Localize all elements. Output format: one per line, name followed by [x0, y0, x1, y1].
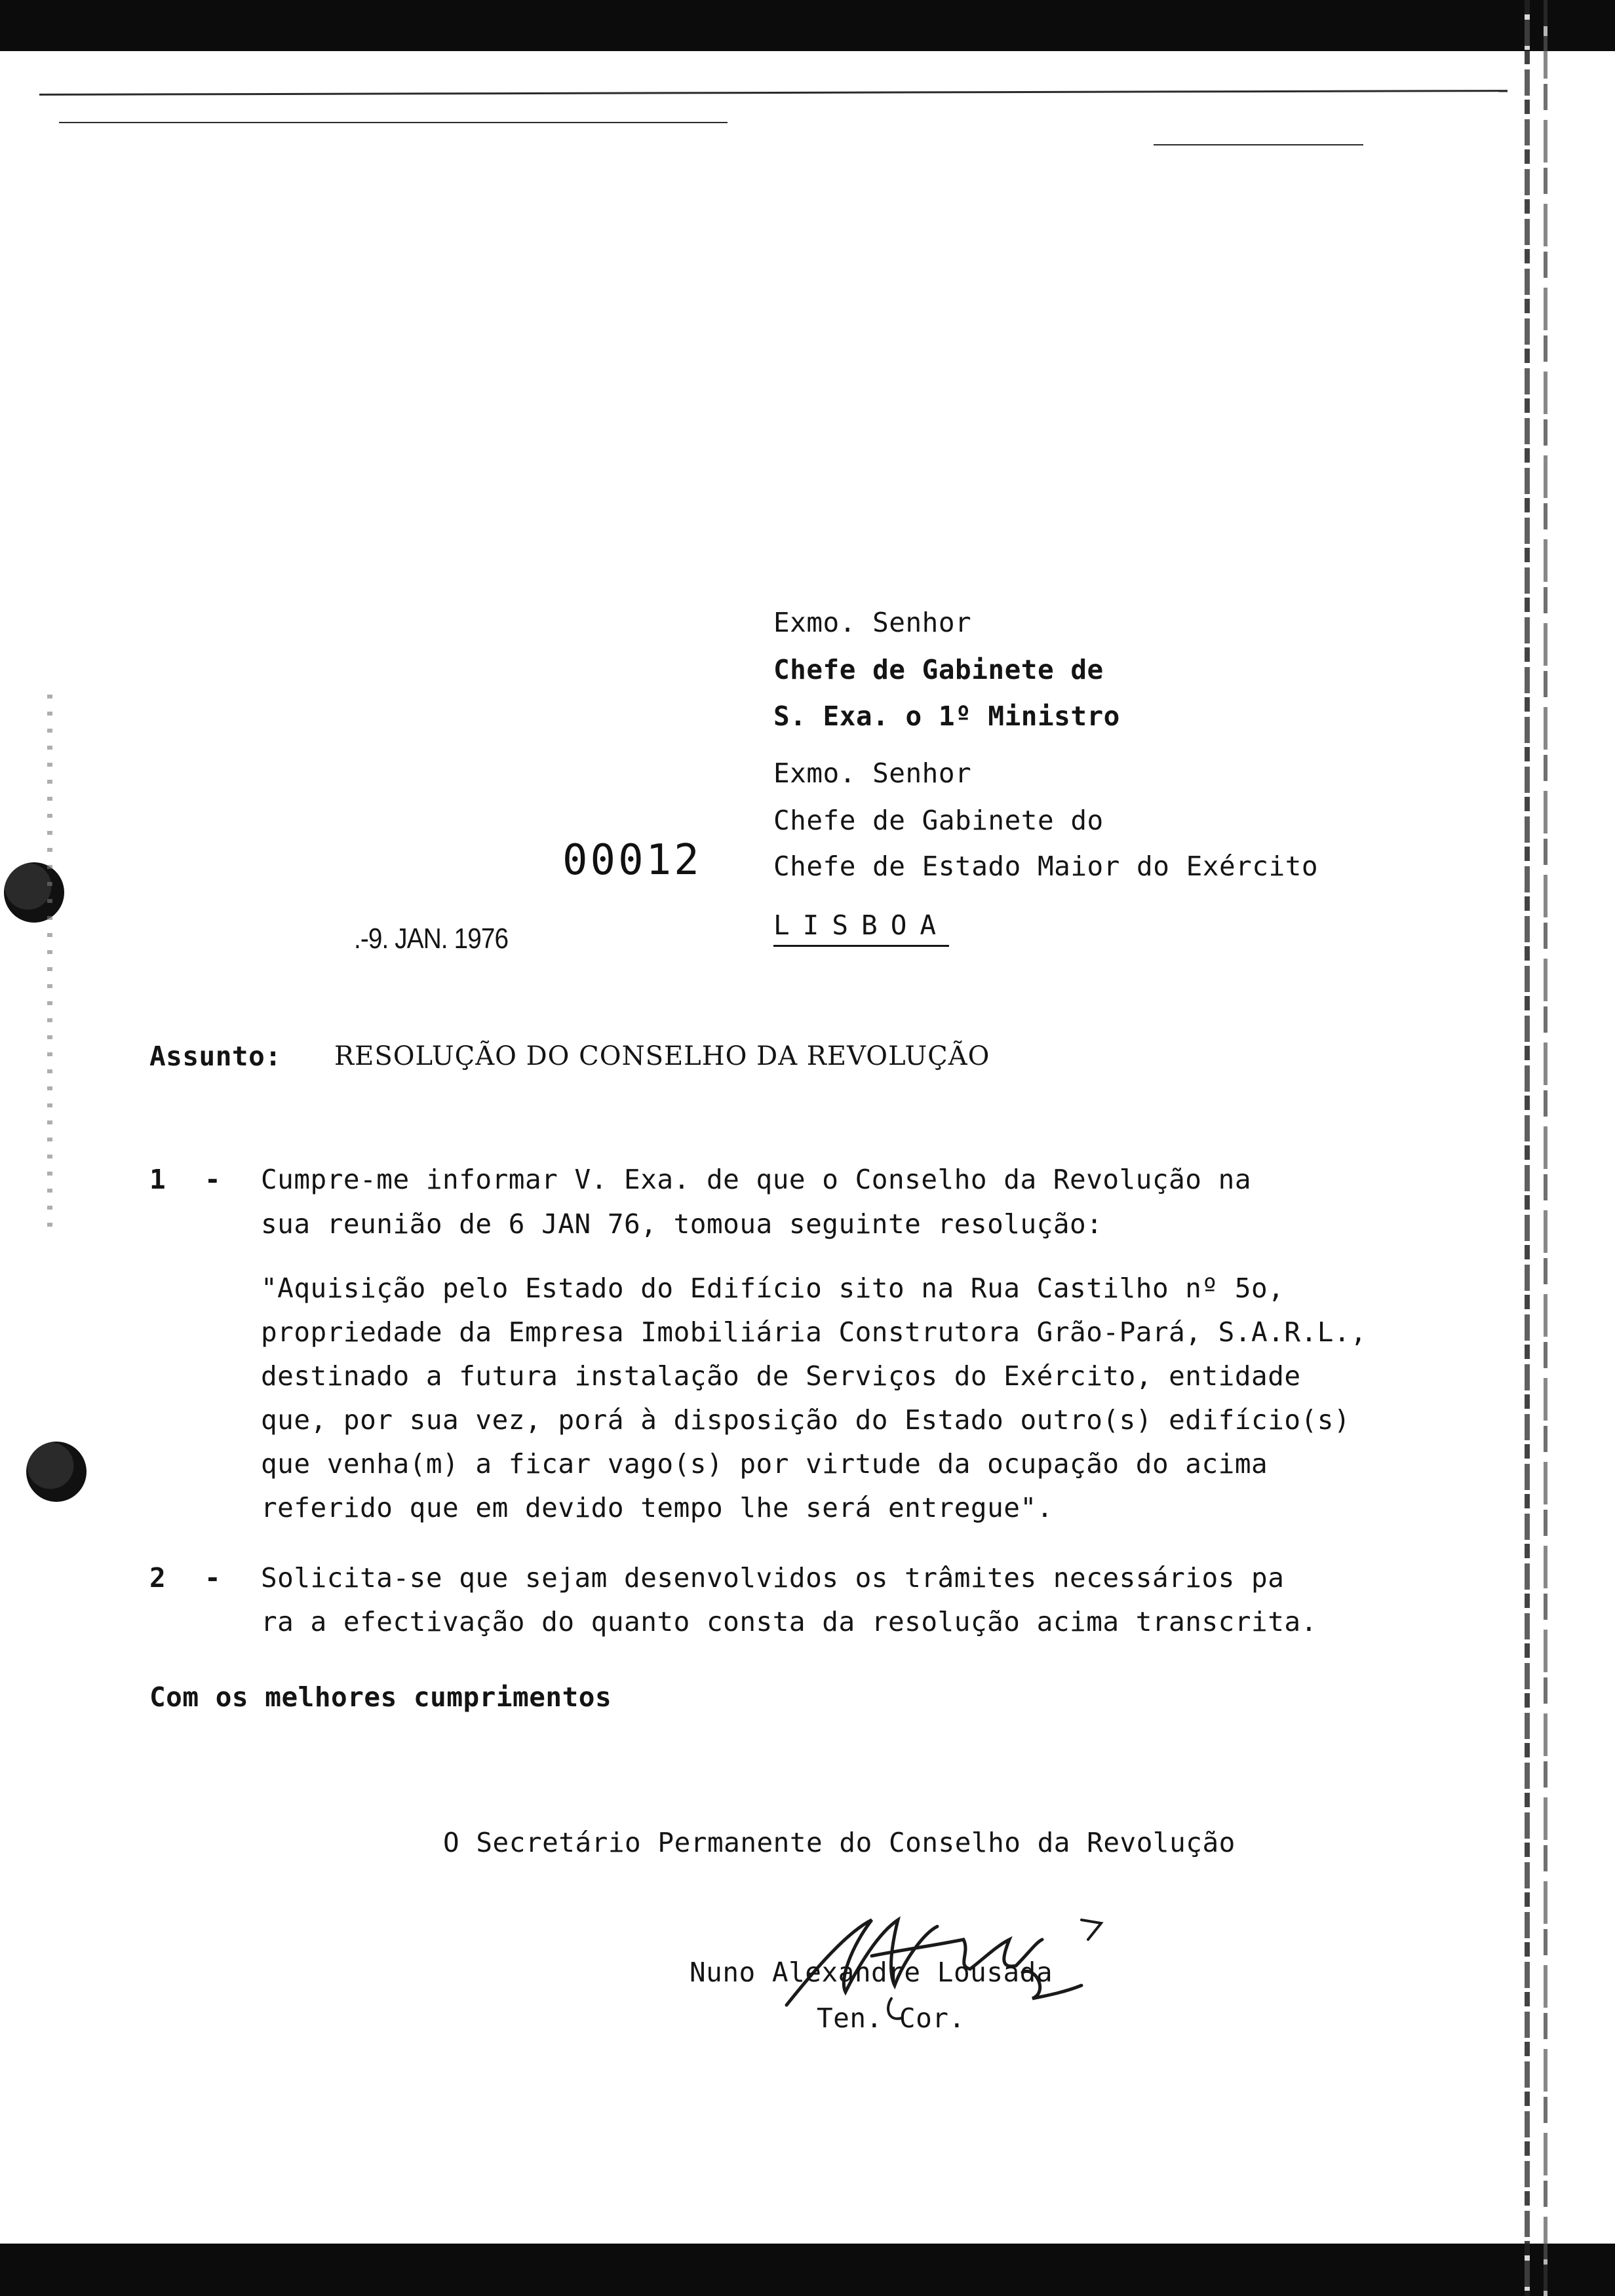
item-number: 2	[149, 1562, 166, 1594]
addressee-line: S. Exa. o 1º Ministro	[773, 700, 1120, 732]
subject-text: RESOLUÇÃO DO CONSELHO DA REVOLUÇÃO	[334, 1041, 990, 1071]
addressee-city: LISBOA	[773, 909, 949, 947]
reference-number: 00012	[562, 836, 702, 885]
punch-hole-bottom	[26, 1442, 87, 1502]
quote-line: propriedade da Empresa Imobiliária Construtora Grão-Pará, S.A.R.L.,	[261, 1316, 1367, 1348]
punch-hole-top	[4, 862, 64, 923]
item-dash: -	[204, 1562, 222, 1594]
paper-edge-line	[39, 90, 1508, 96]
scan-left-noise	[47, 695, 52, 1232]
scan-right-edge	[1525, 0, 1530, 2296]
addressee-line: Exmo. Senhor	[773, 757, 972, 789]
quote-line: "Aquisição pelo Estado do Edifício sito na Rua Castilho nº 5o,	[261, 1272, 1285, 1304]
scan-bottom-border	[0, 2244, 1615, 2296]
signatory-name: Nuno Alexandre Lousada	[690, 1957, 1053, 1988]
addressee-line: Chefe de Gabinete de	[773, 654, 1104, 685]
body-line: Solicita-se que sejam desenvolvidos os trâmites necessários pa	[261, 1562, 1285, 1594]
header-rule-right	[1154, 144, 1363, 145]
date-stamp: .-9. JAN. 1976	[354, 923, 509, 955]
scan-right-edge-inner	[1544, 0, 1547, 2296]
closing-salutation: Com os melhores cumprimentos	[149, 1681, 612, 1713]
signatory-title: O Secretário Permanente do Conselho da Revolução	[443, 1827, 1236, 1858]
item-dash: -	[204, 1164, 222, 1195]
signatory-rank: Ten. Cor.	[817, 2002, 965, 2034]
body-line: Cumpre-me informar V. Exa. de que o Conselho da Revolução na	[261, 1164, 1252, 1195]
quote-line: referido que em devido tempo lhe será entregue".	[261, 1492, 1053, 1523]
header-rule-left	[59, 122, 728, 123]
subject-label: Assunto:	[149, 1041, 282, 1072]
scan-top-border	[0, 0, 1615, 51]
item-number: 1	[149, 1164, 166, 1195]
body-line: sua reunião de 6 JAN 76, tomoua seguinte resolução:	[261, 1208, 1103, 1240]
body-line: ra a efectivação do quanto consta da resolução acima transcrita.	[261, 1606, 1317, 1637]
quote-line: que venha(m) a ficar vago(s) por virtude da ocupação do acima	[261, 1448, 1268, 1480]
quote-line: destinado a futura instalação de Serviços do Exército, entidade	[261, 1360, 1301, 1392]
addressee-line: Chefe de Gabinete do	[773, 805, 1104, 836]
addressee-line: Chefe de Estado Maior do Exército	[773, 851, 1319, 882]
addressee-line: Exmo. Senhor	[773, 607, 972, 638]
quote-line: que, por sua vez, porá à disposição do Estado outro(s) edifício(s)	[261, 1404, 1351, 1436]
